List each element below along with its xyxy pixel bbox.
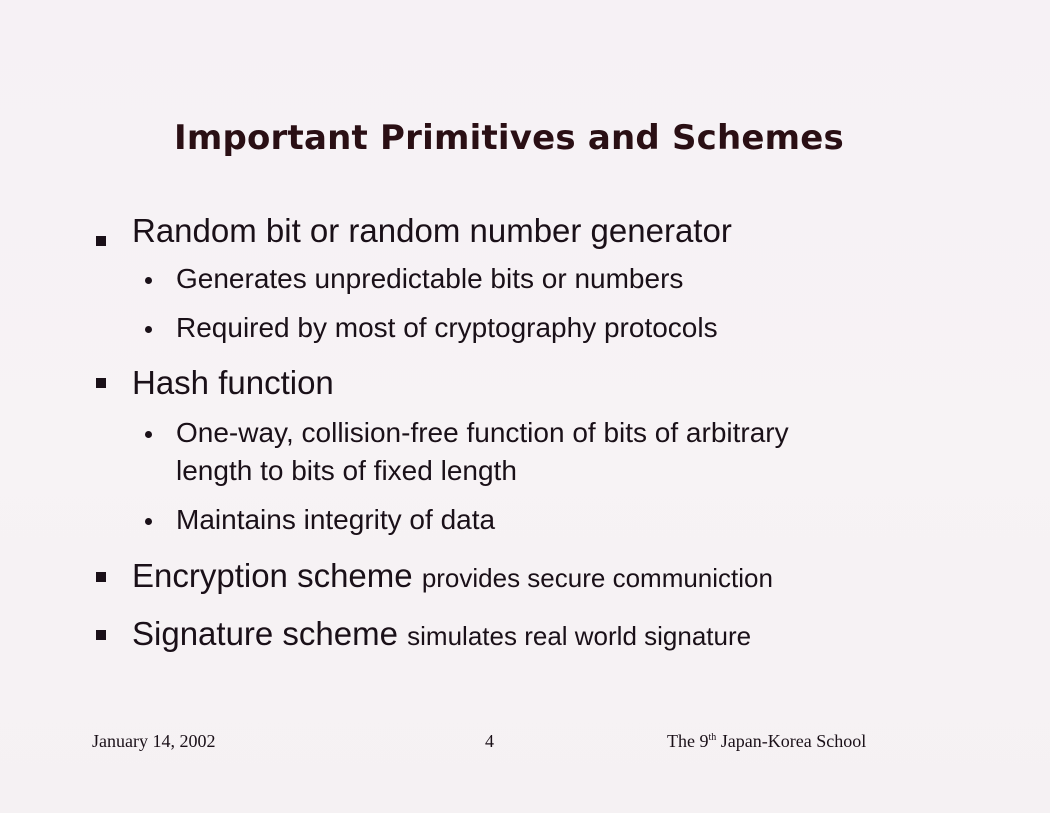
sub-bullet-one-way-line2: length to bits of fixed length bbox=[176, 455, 517, 486]
bullet-signature-label: Signature scheme bbox=[132, 615, 398, 652]
bullet-encryption-label: Encryption scheme bbox=[132, 557, 413, 594]
square-bullet-icon bbox=[96, 378, 106, 388]
bullet-signature-scheme bbox=[132, 615, 751, 653]
footer-event-prefix: The 9 bbox=[667, 731, 709, 751]
dot-bullet-icon bbox=[145, 326, 152, 333]
sub-bullet-required: Required by most of cryptography protocols bbox=[176, 312, 718, 343]
footer-event-suffix: Japan-Korea School bbox=[716, 731, 867, 751]
square-bullet-icon bbox=[96, 572, 106, 582]
bullet-encryption-description: provides secure communiction bbox=[421, 563, 773, 593]
square-bullet-icon bbox=[96, 236, 106, 246]
bullet-signature-description: simulates real world signature bbox=[407, 621, 752, 651]
dot-bullet-icon bbox=[145, 431, 152, 438]
sub-bullet-unpredictable: Generates unpredictable bits or numbers bbox=[176, 263, 684, 294]
dot-bullet-icon bbox=[145, 518, 152, 525]
dot-bullet-icon bbox=[145, 277, 152, 284]
footer-event bbox=[667, 731, 866, 752]
slide-title: Important Primitives and Schemes bbox=[173, 118, 844, 158]
bullet-hash-function: Hash function bbox=[132, 364, 334, 401]
footer-page-number: 4 bbox=[485, 731, 494, 751]
sub-bullet-integrity: Maintains integrity of data bbox=[176, 504, 496, 535]
footer-event-superscript: th bbox=[708, 732, 717, 743]
footer-date: January 14, 2002 bbox=[92, 731, 216, 751]
sub-bullet-one-way-line1: One-way, collision-free function of bits of arbitrary bbox=[176, 417, 789, 448]
bullet-random-generator: Random bit or random number generator bbox=[132, 212, 732, 249]
square-bullet-icon bbox=[96, 630, 106, 640]
bullet-encryption-scheme bbox=[132, 557, 773, 595]
